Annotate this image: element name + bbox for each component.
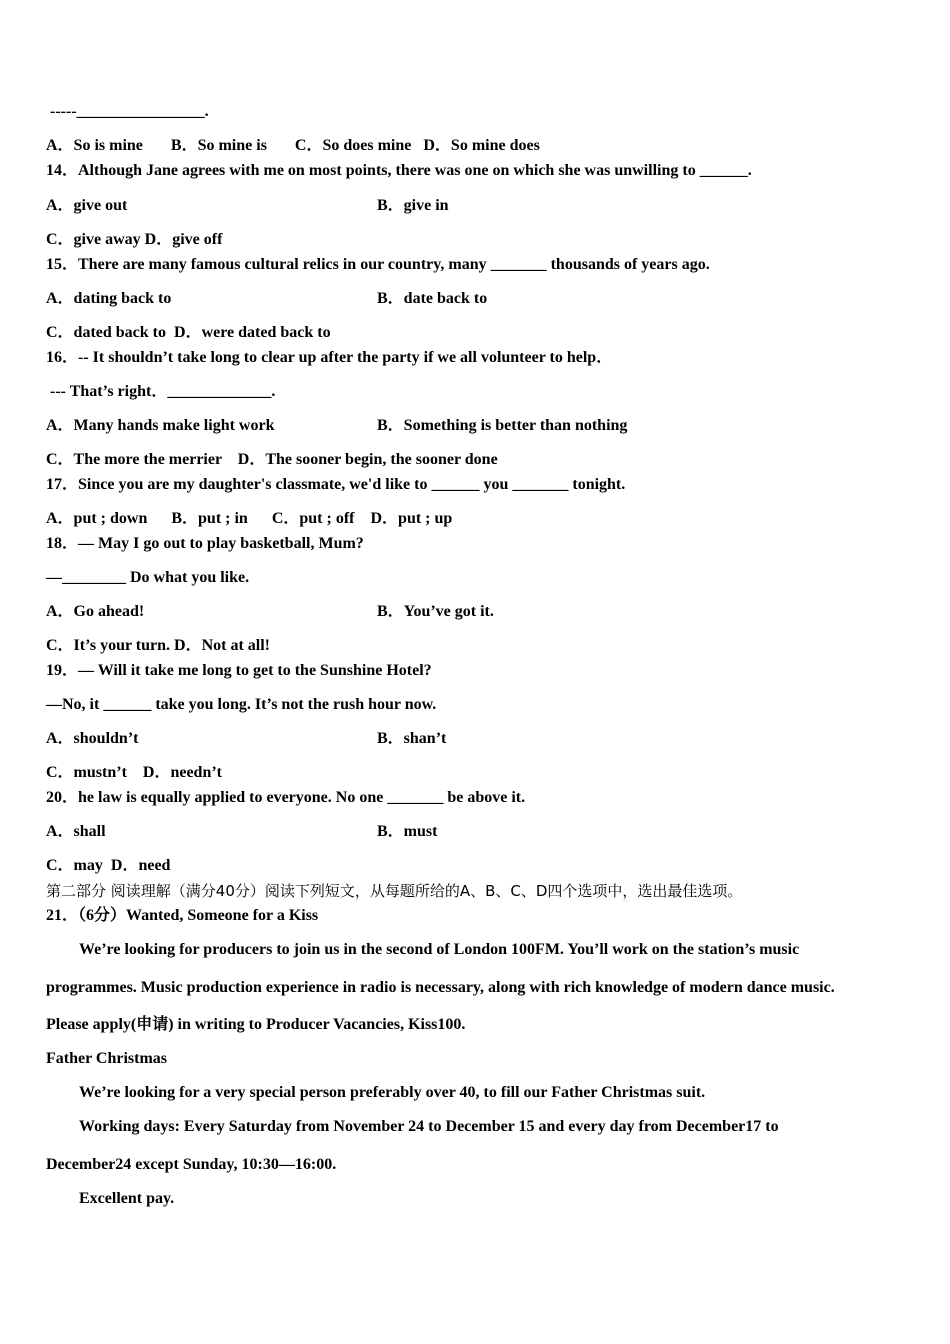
q20-question: 20．he law is equally applied to everyone. No one _______ be above it.	[46, 789, 526, 806]
q18-question: 18．— May I go out to play basketball, Mum?	[46, 535, 364, 552]
q16-options-cd: C．The more the merrier D．The sooner begin, the sooner done	[46, 451, 498, 468]
ad1-paragraph-line2: programmes. Music production experience in radio is necessary, along with rich knowledge of modern dance music.	[46, 979, 835, 996]
ad2-paragraph: We’re looking for a very special person preferably over 40, to fill our Father Christmas suit.	[79, 1084, 706, 1101]
q18-option-b: B．You’ve got it.	[377, 603, 494, 620]
q16-question: 16．-- It shouldn’t take long to clear up after the party if we all volunteer to help．	[46, 349, 613, 366]
ad2-working-days-line1: Working days: Every Saturday from November 24 to December 15 and every day from December17 to	[79, 1118, 779, 1135]
q17-options: A．put ; down B．put ; in C．put ; off D．put ; up	[46, 510, 453, 527]
q20-option-a: A．shall	[46, 823, 106, 840]
q13-answer-blank: -----________________.	[46, 103, 209, 120]
ad1-paragraph-line1: We’re looking for producers to join us in the second of London 100FM. You’ll work on the station’s music	[79, 941, 800, 958]
q14-option-a: A．give out	[46, 197, 128, 214]
q15-options-cd: C．dated back to D．were dated back to	[46, 324, 331, 341]
ad1-apply-line: Please apply(申请) in writing to Producer Vacancies, Kiss100.	[46, 1016, 466, 1033]
ad2-pay: Excellent pay.	[79, 1190, 175, 1207]
q18-options-cd: C．It’s your turn. D．Not at all!	[46, 637, 270, 654]
q14-options-cd: C．give away D．give off	[46, 231, 223, 248]
q19-options-cd: C．mustn’t D．needn’t	[46, 764, 223, 781]
section-two-heading: 第二部分 阅读理解（满分40分）阅读下列短文，从每题所给的A、B、C、D四个选项中，选出最佳选项。	[46, 882, 743, 900]
q20-options-cd: C．may D．need	[46, 857, 171, 874]
q19-question: 19．— Will it take me long to get to the Sunshine Hotel?	[46, 662, 432, 679]
q19-option-a: A．shouldn’t	[46, 730, 139, 747]
q14-question: 14．Although Jane agrees with me on most points, there was one on which she was unwilling to ______.	[46, 162, 752, 179]
q19-option-b: B．shan’t	[377, 730, 447, 747]
q15-question: 15．There are many famous cultural relics in our country, many _______ thousands of years ago.	[46, 256, 710, 273]
q18-reply: —________ Do what you like.	[46, 569, 250, 586]
ad2-working-days-line2: December24 except Sunday, 10:30—16:00.	[46, 1156, 337, 1173]
q16-option-a: A．Many hands make light work	[46, 417, 275, 434]
q17-question: 17．Since you are my daughter's classmate, we'd like to ______ you _______ tonight.	[46, 476, 626, 493]
ad2-title: Father Christmas	[46, 1050, 168, 1067]
q16-option-b: B．Something is better than nothing	[377, 417, 628, 434]
q18-option-a: A．Go ahead!	[46, 603, 145, 620]
q15-option-a: A．dating back to	[46, 290, 172, 307]
q13-options: A．So is mine B．So mine is C．So does mine D．So mine does	[46, 137, 540, 154]
q19-reply: —No, it ______ take you long. It’s not the rush hour now.	[46, 696, 437, 713]
q14-option-b: B．give in	[377, 197, 449, 214]
q16-reply: --- That’s right．_____________.	[46, 383, 276, 400]
q15-option-b: B．date back to	[377, 290, 488, 307]
q21-title: 21．（6分）Wanted, Someone for a Kiss	[46, 907, 319, 924]
q20-option-b: B．must	[377, 823, 438, 840]
